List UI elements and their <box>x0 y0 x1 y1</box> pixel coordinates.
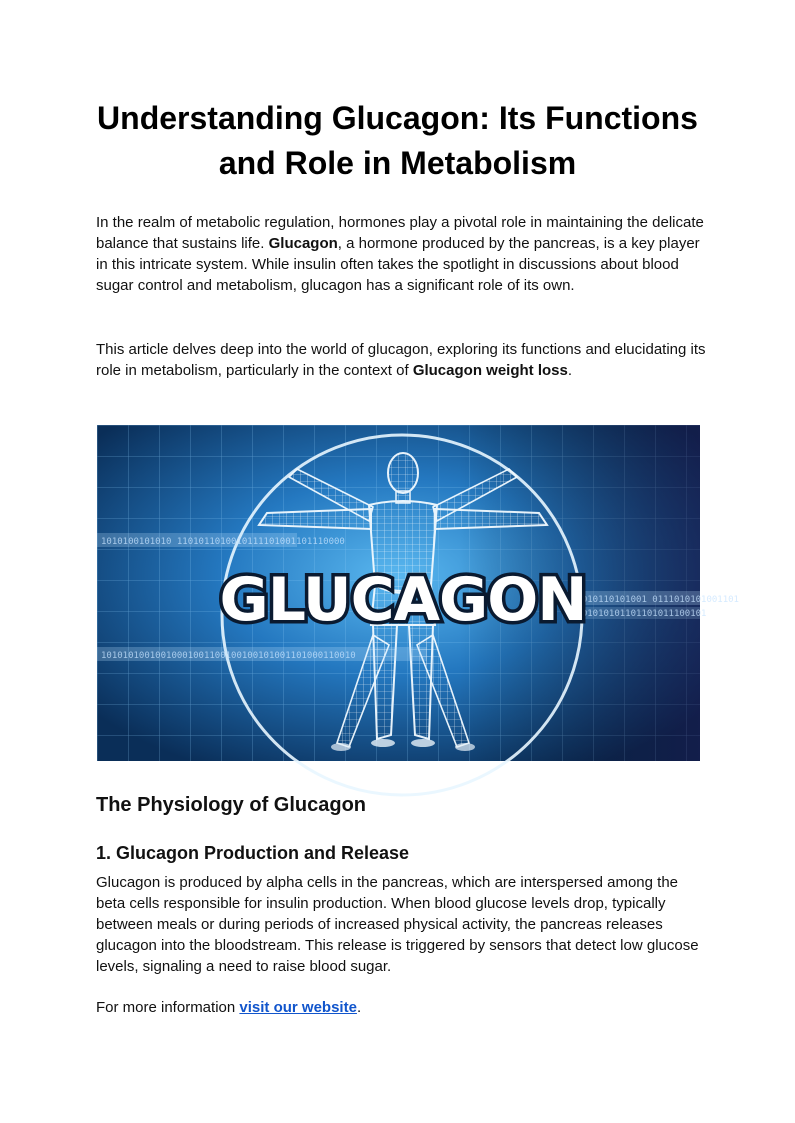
overview-bold-weight-loss: Glucagon weight loss <box>412 362 568 379</box>
subsection-heading: 1. Glucagon Production and Release <box>96 843 410 863</box>
binary-stream-1: 1010100101010 1101011010010111101001101110000 <box>101 537 345 547</box>
more-info-paragraph <box>96 997 706 1018</box>
hero-word-glucagon: GLUCAGON <box>219 565 587 635</box>
binary-stream-3: 10101010010010001001100100100101001101000110010 <box>101 651 356 661</box>
glucagon-hero-image <box>97 425 739 761</box>
hero-illustration <box>97 425 739 761</box>
intro-paragraph <box>96 212 706 296</box>
intro-text-1: In the realm of metabolic regulation, hormones play a pivotal role in maintaining the delicate balance that sustains life. <box>96 214 704 252</box>
more-info-suffix: . <box>356 999 362 1016</box>
visit-website-link[interactable]: visit our website <box>239 999 357 1016</box>
binary-stream-4: 0001010101101101011100101 <box>571 609 707 619</box>
more-info-prefix: For more information <box>96 999 240 1016</box>
overview-text-1: This article delves deep into the world of glucagon, exploring its functions and elucidating its role in metabolism, particularly in the context of <box>96 341 706 379</box>
overview-text-2: . <box>567 362 573 379</box>
binary-stream-2: 01010110101001 0111010101001101 <box>571 595 739 605</box>
article-title: Understanding Glucagon: Its Functions and Role in Metabolism <box>97 100 698 181</box>
production-paragraph: Glucagon is produced by alpha cells in the pancreas, which are interspersed among the beta cells responsible for insulin production. When blood glucose levels drop, typically between meals or during periods of increased physical activity, the pancreas releases glucagon into the bloodstream. This release is triggered by sensors that detect low glucose levels, signaling a need to raise blood sugar. <box>96 874 699 975</box>
section-heading: The Physiology of Glucagon <box>96 794 367 816</box>
intro-text-2: , a hormone produced by the pancreas, is a key player in this intricate system. While insulin often takes the spotlight in discussions about blood sugar control and metabolism, glucagon has a significant role of its own. <box>96 235 700 294</box>
overview-paragraph <box>96 339 706 381</box>
intro-bold-glucagon: Glucagon <box>268 235 338 252</box>
